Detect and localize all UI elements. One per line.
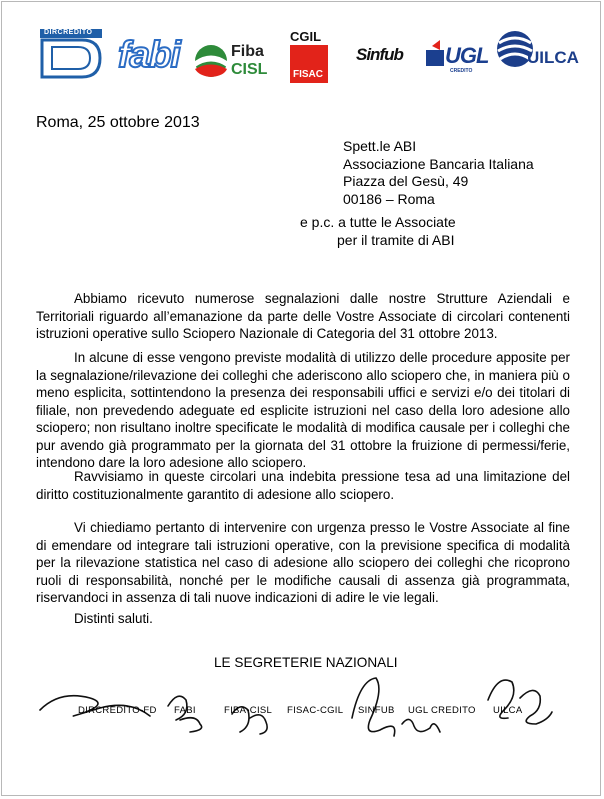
ugl-credito-label: CREDITO bbox=[450, 68, 473, 74]
fabi-label: fabi bbox=[118, 34, 180, 75]
address-line: Associazione Bancaria Italiana bbox=[343, 155, 534, 172]
sinfub-logo bbox=[356, 45, 410, 69]
address-line: Piazza del Gesù, 49 bbox=[343, 173, 469, 189]
address-line: 00186 – Roma bbox=[343, 190, 435, 207]
signoff-title: LE SEGRETERIE NAZIONALI bbox=[214, 655, 398, 670]
body-paragraph: In alcune di esse vengono previste modalità di utilizzo delle procedure apposite per la segnalazione/rilevazione dei colleghi che aderiscono allo sciopero che, in maniera più o meno esplicita, sottintendono la presenza dei responsabili uffici e servizi e/o dei titolari di filiale, non prevedendo adeguate ed esplicite istruzioni nel caso della loro adesione allo sciopero; non risultano inoltre specificate le modalità di modifica causale per i colleghi che pur avendo già programmato per la giornata del 31 ottobre la fruizione di permessi/ferie, intendono dare la loro adesione allo sciopero. bbox=[36, 350, 570, 470]
fiba-flag-icon bbox=[194, 42, 228, 80]
ugl-credito-logo bbox=[426, 40, 488, 76]
uilca-label: UILCA bbox=[527, 48, 579, 67]
ugl-label: UGL bbox=[445, 43, 489, 68]
cgil-label: CGIL bbox=[290, 29, 322, 44]
dircredito-label: DIRCREDITO bbox=[44, 29, 93, 36]
signature-label: UGL CREDITO bbox=[408, 705, 476, 716]
cc-line: e p.c. a tutte le Associate bbox=[300, 214, 456, 230]
cisl-label: CISL bbox=[231, 61, 268, 78]
body-paragraph: Ravvisiamo in queste circolari una indebita pressione tesa ad una limitazione del diritto costituzionalmente garantito di adesione allo sciopero. bbox=[36, 469, 570, 502]
signature-label: FABI bbox=[174, 705, 196, 716]
signature-label: SINFUB bbox=[358, 705, 395, 716]
signature-label: FIBA-CISL bbox=[224, 705, 273, 716]
signature-block bbox=[0, 670, 604, 780]
body-paragraph: Abbiamo ricevuto numerose segnalazioni dalle nostre Strutture Aziendali e Territoriali riguardo all’emanazione da parte delle Vostre Associate di circolari contenenti istruzioni operative sullo Sciopero Nazionale di Categoria del 31 ottobre 2013. bbox=[36, 291, 570, 341]
uilca-logo bbox=[495, 29, 579, 73]
dircredito-logo bbox=[40, 29, 102, 79]
signature-label: UILCA bbox=[493, 705, 523, 716]
closing-salutation: Distinti saluti. bbox=[74, 611, 153, 626]
handwritten-signatures-icon bbox=[0, 670, 604, 780]
fisac-label: FISAC bbox=[293, 69, 323, 80]
body-paragraph: Vi chiediamo pertanto di intervenire con urgenza presso le Vostre Associate al fine di emendare od integrare tali istruzioni operative, con la previsione specifica di modalità per la rilevazione statistica nel caso di adesione allo sciopero dei colleghi che ricoprono ruoli di responsabilità, nonché per le modifiche causali di assenza già programmata, riservandoci in assenza di tali nuove indicazioni di adire le vie legali. bbox=[36, 520, 570, 605]
signature-label: FISAC-CGIL bbox=[287, 705, 344, 716]
signature-label: DIRCREDITO-FD bbox=[78, 705, 157, 716]
fiba-label: Fiba bbox=[231, 43, 264, 60]
cc-line: per il tramite di ABI bbox=[337, 231, 455, 248]
fisac-cgil-logo bbox=[288, 29, 330, 84]
logo-header bbox=[0, 0, 604, 95]
dircredito-mark-icon bbox=[40, 29, 102, 79]
recipient-address bbox=[343, 138, 534, 208]
fiba-cisl-logo bbox=[194, 40, 270, 82]
address-line: Spett.le ABI bbox=[343, 138, 417, 154]
letter-date: Roma, 25 ottobre 2013 bbox=[36, 114, 200, 131]
fabi-logo bbox=[118, 34, 182, 78]
cc-block bbox=[300, 214, 456, 249]
sinfub-label: Sinfub bbox=[356, 45, 403, 64]
